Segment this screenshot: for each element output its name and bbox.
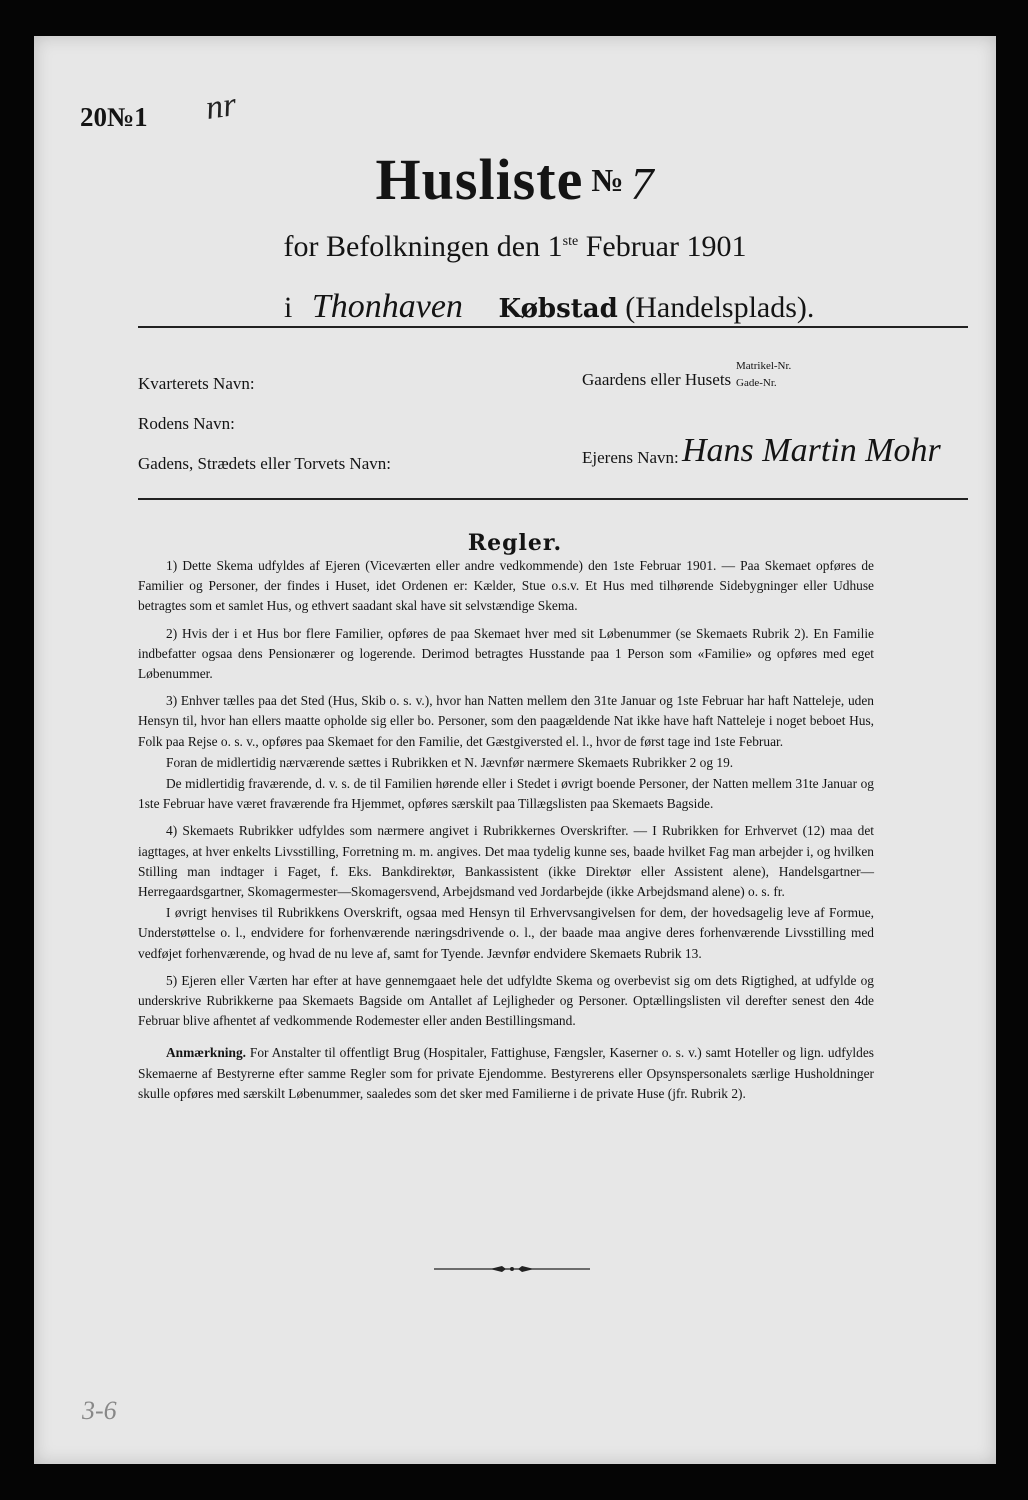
note-text: For Anstalter til offentligt Brug (Hospitaler, Fattighuse, Fængsler, Kaserner o. s. v.) samt Hoteller og lign. udfyldes Skemaerne af Bestyrerne efter samme Regler som for private Ejendomme. Bestyrerens eller Opsynspersonalets særlige Husholdninger skulle opføres med særskilt Løbenummer, saaledes som det sker med Familierne i de private Huse (jfr. Rubrik 2). — [138, 1045, 874, 1101]
rule-4-continued: I øvrigt henvises til Rubrikkens Overskrift, ogsaa med Hensyn til Erhvervsangivelsen for dem, der hovedsagelig leve af Formue, Understøttelse o. l., endvidere for forhenværende næringsdrivende o. l., der baade maa angive deres forhenværende Livsstilling med vedføjet forhenværende, og hvad de nu leve af, samt for Tyende. Jævnfør endvidere Skemaets Rubrik 13. — [138, 905, 874, 961]
ornament-divider — [432, 1262, 592, 1276]
handwritten-reference: nr — [203, 86, 239, 127]
handwritten-list-number: 7 — [630, 158, 655, 209]
rules-body — [138, 556, 874, 1111]
handwritten-place: Thonhaven — [311, 288, 463, 325]
ejerens-navn-label: Ejerens Navn: — [582, 448, 679, 467]
rule-5: 5) Ejeren eller Værten har efter at have gennemgaaet hele det udfyldte Skema og overbevist sig om dets Rigtighed, at udfylde og underskrive Rubrikkerne paa Skemaets Bagside om Antallet af Lejligheder og Personer. Optællingslisten vil derefter senest den 4de Februar blive afhentet af vedkommende Rodemester eller anden Bestillingsmand. — [138, 972, 874, 1029]
location-prefix: i — [284, 291, 293, 324]
handelsplads-label: (Handelsplads). — [625, 291, 815, 324]
owner-name-handwritten: Hans Martin Mohr — [682, 432, 941, 469]
gade-label: Gade-Nr. — [736, 377, 777, 389]
rule-3-continued-a: Foran de midlertidig nærværende sættes i Rubrikken et N. Jævnfør nærmere Skemaets Rubrikker 2 og 19. — [166, 754, 734, 770]
subtitle-suffix: Februar 1901 — [578, 230, 747, 263]
divider-top — [138, 326, 968, 328]
matrikel-label: Matrikel-Nr. — [736, 360, 792, 372]
title-text: Husliste — [375, 147, 584, 212]
form-subtitle — [34, 230, 996, 264]
rules-heading: Regler. — [467, 530, 563, 556]
rule-4: 4) Skemaets Rubrikker udfyldes som nærmere angivet i Rubrikkernes Overskrifter. — I Rubrikken for Erhvervet (12) maa det iagttages, at hver enkelts Livsstilling, Forretning m. m. angives. Det maa tydelig kunne ses, baade hvilket Fag man arbejder i, og hvilken Stilling man indtager i Faget, f. Eks. Bankdirektør, Bankassistent (ikke Direktør eller Assistent alene), Handelsgartner—Herregaardsgartner, Skomagermester—Skomagersvend, Arbejdsmand ved Jordarbejde (ikke Arbejdsmand alene) o. s. fr. — [138, 823, 874, 900]
matrikel-gade-labels — [736, 358, 791, 392]
number-sign: № — [591, 162, 625, 198]
rule-3: 3) Enhver tælles paa det Sted (Hus, Skib o. s. v.), hvor han Natten mellem den 31te Januar og 1ste Februar har haft Natteleje, uden Hensyn til, hvor han ellers maatte opholde sig eller bo. Personer, som den paagældende Nat ikke have haft Natteleje i noget beboet Hus, Folk paa Rejse o. s. v., opføres paa Skemaet for den Familie, det Gæstgiversted el. l., hvor de først tage ind 1ste Februar. — [138, 693, 874, 749]
subtitle-superscript: ste — [562, 234, 579, 249]
rule-2: 2) Hvis der i et Hus bor flere Familier, opføres de paa Skemaet hver med sit Løbenummer (se Skemaets Rubrik 2). En Familie indbefatter ogsaa dens Pensionærer og logerende. Derimod betragtes Husstande paa 1 Person som «Familie» og opføres med eget Løbenummer. — [138, 625, 874, 682]
rule-3-continued-b: De midlertidig fraværende, d. v. s. de til Familien hørende eller i Stedet i øvrigt boende Personer, der Natten mellem 31te Januar og 1ste Februar have været fraværende fra Hjemmet, opføres særskilt paa Tillægslisten paa Skemaets Bagside. — [138, 776, 874, 812]
rule-1: 1) Dette Skema udfyldes af Ejeren (Viceværten eller andre vedkommende) den 1ste Februar 1901. — Paa Skemaet opføres de Familier og Personer, der findes i Huset, idet Ordenen er: Kælder, Stue o.s.v. Et Hus med tilhørende Sidebygninger eller Udhuse betragtes som et samlet Hus, og ethvert saadant skal have sit selvstændige Skema. — [138, 558, 874, 614]
gadens-navn-label: Gadens, Strædets eller Torvets Navn: — [138, 454, 391, 473]
reference-number: 20№1 — [80, 102, 148, 132]
subtitle-prefix: for Befolkningen den 1 — [283, 230, 563, 263]
location-line — [284, 288, 814, 326]
pencil-annotation: 3-6 — [82, 1396, 117, 1425]
note-label: Anmærkning. — [166, 1045, 246, 1061]
gaardens-label: Gaardens eller Husets — [582, 370, 732, 389]
kvarterets-navn-label: Kvarterets Navn: — [138, 374, 255, 393]
census-form-page — [34, 36, 996, 1464]
note-paragraph — [138, 1043, 874, 1104]
divider-bottom — [138, 498, 968, 500]
kobstad-label: Købstad — [498, 294, 618, 324]
rodens-navn-label: Rodens Navn: — [138, 414, 235, 433]
form-title — [34, 146, 996, 213]
